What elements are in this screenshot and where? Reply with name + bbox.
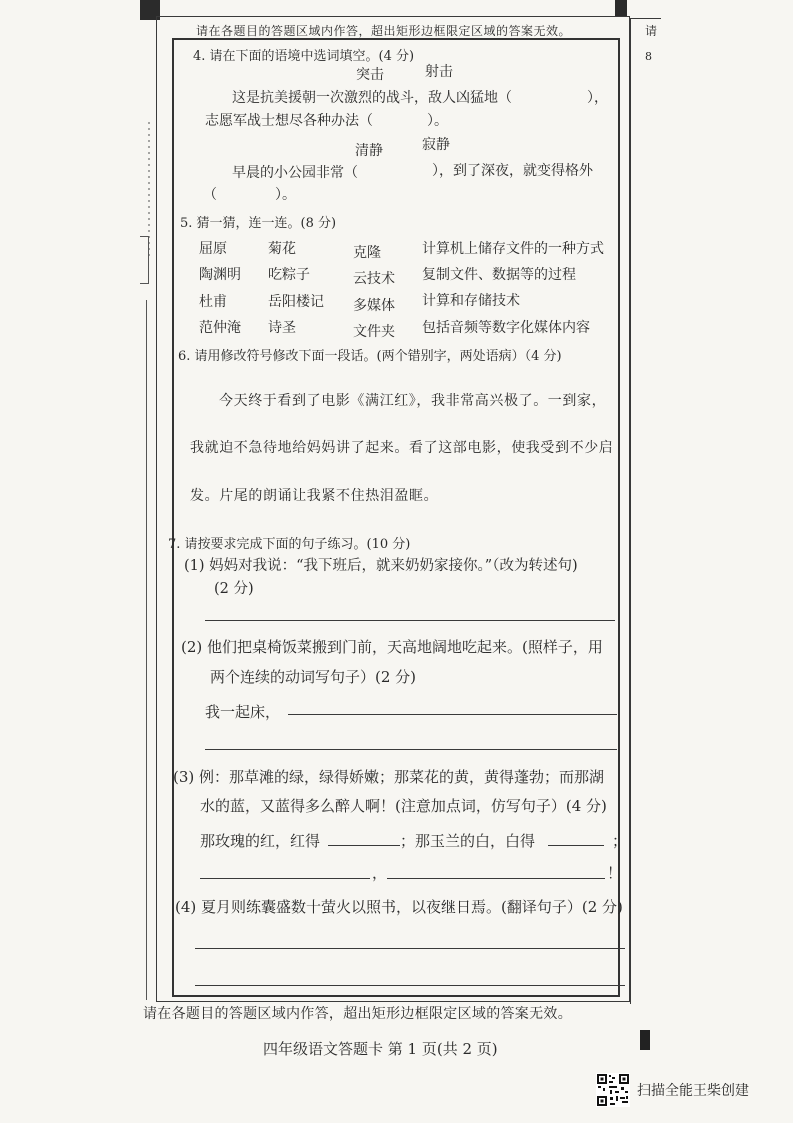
q5-col4-item[interactable]: 包括音频等数字化媒体内容 <box>422 320 590 336</box>
bottom-notice: 请在各题目的答题区域内作答，超出矩形边框限定区域的答案无效。 <box>143 1006 572 1022</box>
q6-paragraph-line2: 我就迫不急待地给妈妈讲了起来。看了这部电影，使我受到不少启 <box>190 440 614 456</box>
page-footer: 四年级语文答题卡 第 1 页(共 2 页) <box>263 1040 498 1058</box>
q6-paragraph-line1: 今天终于看到了电影《满江红》，我非常高兴极了。一到家， <box>219 393 607 409</box>
q5-col3-item[interactable]: 多媒体 <box>353 298 395 314</box>
q7-s1-answer-line[interactable] <box>205 620 615 621</box>
q4-line3-end: ），到了深夜，就变得格外 <box>432 163 593 179</box>
q7-s3-stem-2: ；那玉兰的白，白得 <box>400 832 536 850</box>
scan-edge-mark <box>640 1030 650 1050</box>
q5-col4-item[interactable]: 复制文件、数据等的过程 <box>422 267 576 283</box>
q5-col3-item[interactable]: 克隆 <box>353 245 381 261</box>
q7-s3-example: (3) 例：那草滩的绿，绿得娇嫩；那菜花的黄，黄得蓬勃；而那湖 <box>173 768 605 786</box>
q5-col2-item[interactable]: 吃粽子 <box>268 267 310 283</box>
q5-col2-item[interactable]: 岳阳楼记 <box>268 294 324 310</box>
scan-edge-mark <box>615 0 627 16</box>
q7-s3-blank[interactable] <box>548 845 604 846</box>
q7-s2-prompt: (2) 他们把桌椅饭菜搬到门前，天高地阔地吃起来。(照样子，用 <box>181 638 603 656</box>
q7-s3-comma: ， <box>372 864 388 882</box>
left-page-edge <box>140 236 149 284</box>
q7-s3-stem-1: 那玫瑰的红，红得 <box>200 832 321 850</box>
q5-col4-item[interactable]: 计算机上储存文件的一种方式 <box>422 241 604 257</box>
q7-s1-prompt: (1) 妈妈对我说：“我下班后，就来奶奶家接你。”（改为转述句) <box>184 558 578 574</box>
q7-s3-blank[interactable] <box>387 878 605 879</box>
q4-line1: 这是抗美援朝一次激烈的战斗，敌人凶猛地（ <box>232 90 512 106</box>
q4-choice-2: 射击 <box>425 64 453 80</box>
q5-col1-item[interactable]: 屈原 <box>199 241 227 257</box>
q4-choice-4: 寂静 <box>422 137 450 153</box>
q7-s3-instruction: 水的蓝，又蓝得多么醉人啊！(注意加点词，仿写句子）(4 分) <box>200 797 607 815</box>
qr-code-icon <box>596 1073 630 1107</box>
q6-title: 6. 请用修改符号修改下面一段话。(两个错别字，两处语病）（4 分) <box>178 349 562 364</box>
q7-s3-exclaim: ！ <box>607 864 623 882</box>
q7-s4-prompt: (4) 夏月则练囊盛数十萤火以照书，以夜继日焉。(翻译句子）(2 分) <box>175 898 623 916</box>
q7-s2-instruction: 两个连续的动词写句子）(2 分) <box>210 668 417 686</box>
next-column-char: 请 <box>645 24 658 38</box>
q7-s2-stem: 我一起床， <box>205 703 281 721</box>
q4-line4-end: ）。 <box>275 187 296 203</box>
q5-title: 5. 猜一猜，连一连。(8 分) <box>180 216 337 231</box>
q4-line4-open: （ <box>203 187 217 203</box>
top-notice: 请在各题目的答题区域内作答，超出矩形边框限定区域的答案无效。 <box>196 24 572 38</box>
next-column-frame <box>630 18 661 1004</box>
q7-s3-blank[interactable] <box>328 845 400 846</box>
q5-col1-item[interactable]: 杜甫 <box>199 294 227 310</box>
q5-col2-item[interactable]: 诗圣 <box>268 320 296 336</box>
q7-s4-answer-line[interactable] <box>195 948 625 949</box>
q4-line2-end: ）。 <box>427 113 448 129</box>
q7-s2-answer-line[interactable] <box>288 714 617 715</box>
q7-s1-score: (2 分) <box>214 581 254 597</box>
q5-col2-item[interactable]: 菊花 <box>268 241 296 257</box>
q7-s4-answer-line[interactable] <box>195 985 625 986</box>
q5-col1-item[interactable]: 陶渊明 <box>199 267 241 283</box>
q4-line2: 志愿军战士想尽各种办法（ <box>205 113 373 129</box>
scanner-watermark: 扫描全能王柴创建 <box>637 1083 749 1099</box>
q4-title: 4. 请在下面的语境中选词填空。(4 分) <box>193 49 415 64</box>
q5-col3-item[interactable]: 云技术 <box>353 271 395 287</box>
q4-choice-1: 突击 <box>356 67 384 83</box>
q4-line1-end: ）， <box>587 90 608 106</box>
q4-choice-3: 清静 <box>355 143 383 159</box>
q4-line3: 早晨的小公园非常（ <box>232 165 358 181</box>
q5-col1-item[interactable]: 范仲淹 <box>199 320 241 336</box>
q5-col4-item[interactable]: 计算和存储技术 <box>422 293 520 309</box>
q6-paragraph-line3: 发。片尾的朗诵让我紧不住热泪盈眶。 <box>190 488 439 504</box>
next-column-number: 8 <box>645 50 652 63</box>
q5-col3-item[interactable]: 文件夹 <box>353 324 395 340</box>
q7-title: 7. 请按要求完成下面的句子练习。(10 分) <box>168 537 411 552</box>
q7-s3-semicolon: ； <box>612 832 628 850</box>
left-page-edge <box>138 300 147 1000</box>
q7-s3-blank[interactable] <box>200 878 370 879</box>
q7-s2-answer-line[interactable] <box>205 749 617 750</box>
